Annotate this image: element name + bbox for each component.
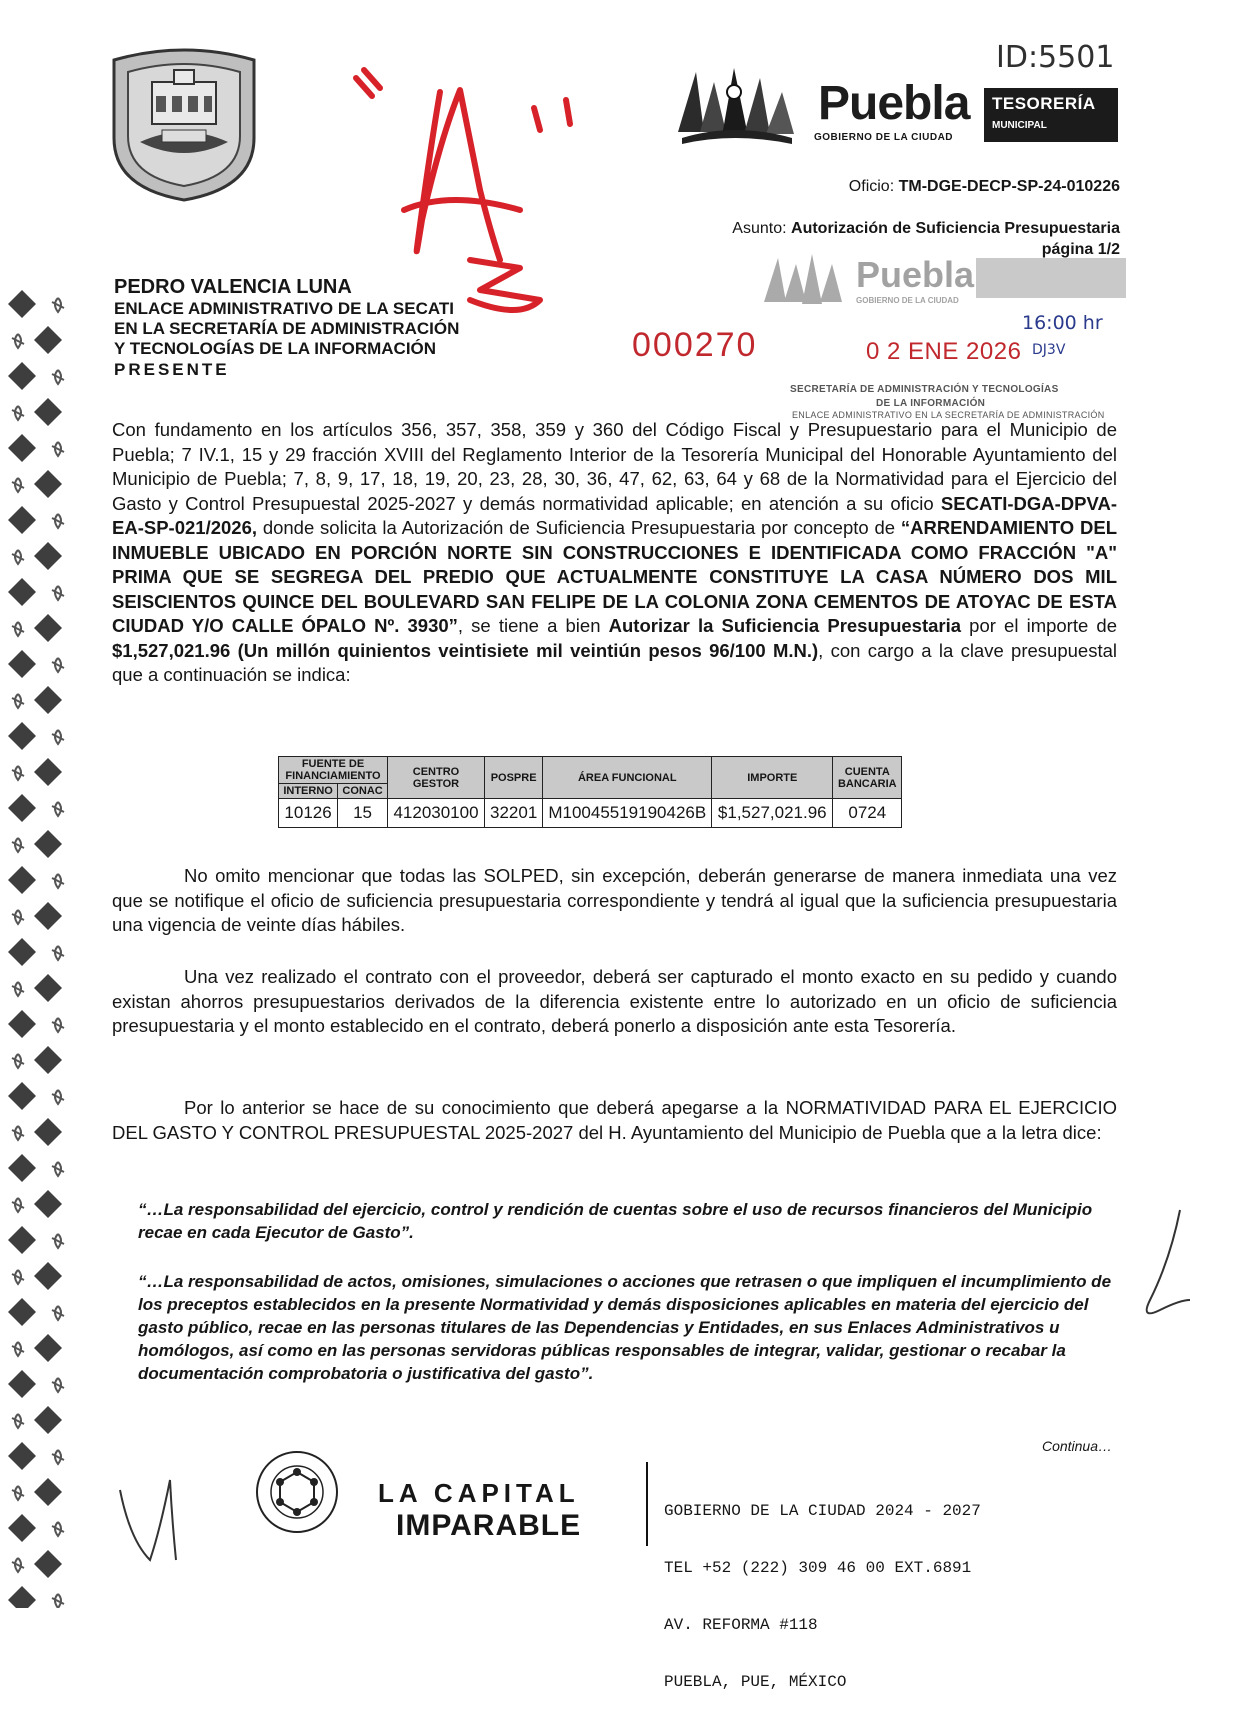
p1-text-b: donde solicita la Autorización de Suficiencia Presupuestaria por concepto de — [257, 517, 901, 538]
address-line-3: AV. REFORMA #118 — [664, 1616, 818, 1634]
border-ornament — [8, 938, 64, 966]
p1-text-e: , con cargo a la clave presupuestal que a continuación se indica: — [112, 639, 1117, 685]
brand-bottom: IMPARABLE — [396, 1509, 582, 1542]
border-ornament — [8, 578, 64, 606]
receipt-stamp-date: 0 2 ENE 2026 — [866, 338, 1022, 365]
border-ornament — [12, 1478, 62, 1506]
border-ornament — [12, 974, 62, 1002]
cell-area-funcional: M10045519190426B — [543, 799, 712, 828]
puebla-logo-icon — [688, 62, 1118, 152]
th-pospre: POSPRE — [485, 757, 543, 799]
oficio-label: Oficio: — [848, 178, 895, 195]
border-ornament — [12, 1406, 62, 1434]
border-ornament — [8, 1298, 64, 1326]
recipient-name: PEDRO VALENCIA LUNA — [114, 276, 352, 298]
recipient-title-3: Y TECNOLOGÍAS DE LA INFORMACIÓN — [114, 339, 437, 358]
table-row — [279, 799, 902, 828]
logo-subtitle: GOBIERNO DE LA CIUDAD — [814, 132, 954, 143]
salutation: PRESENTE — [114, 360, 230, 379]
paragraph-fundamento — [112, 418, 1117, 688]
border-ornament — [12, 326, 62, 354]
border-ornament — [8, 1154, 64, 1182]
la-capital-imparable-logo — [378, 1478, 581, 1543]
th-fuente: FUENTE DE FINANCIAMIENTO — [279, 757, 388, 784]
puebla-seal-icon — [104, 42, 264, 202]
tesoreria-subtitle: MUNICIPAL — [992, 120, 1047, 131]
asunto-label: Asunto: — [732, 220, 787, 237]
red-marker-scribble — [356, 70, 570, 310]
border-ornament — [8, 506, 64, 534]
th-area-funcional: ÁREA FUNCIONAL — [543, 757, 712, 799]
table-header-row — [279, 757, 902, 784]
cell-pospre: 32201 — [485, 799, 543, 828]
asunto-value: Autorización de Suficiencia Presupuestaria — [791, 220, 1120, 237]
signature-initials-left — [120, 1480, 176, 1560]
border-ornament — [12, 758, 62, 786]
th-importe: IMPORTE — [712, 757, 833, 799]
tesoreria-badge — [984, 88, 1118, 142]
p1-concepto: “ARRENDAMIENTO DEL INMUEBLE UBICADO EN PORCIÓN NORTE SIN CONSTRUCCIONES E IDENTIFICADA COMO FRACCIÓN "A" PRIMA QUE SE SEGREGA DEL PREDIO QUE ACTUALMENTE CONSTITUYE LA CASA NÚMERO DOS MIL SEISCIENTOS QUINCE DEL BOULEVARD SAN FELIPE DE LA COLONIA ZONA CEMENTOS DE ATOYAC DE ESTA CIUDAD Y/O CALLE ÓPALO Nº. 3930” — [112, 517, 1117, 636]
paragraph-solped: No omito mencionar que todas las SOLPED, sin excepción, deberán generarse de manera inmediata una vez que se notifique el oficio de suficiencia presupuestaria correspondiente y tendrá al igual que la suficiencia presupuestaria una vigencia de veinte días hábiles. — [112, 865, 1117, 935]
border-ornament — [12, 1550, 62, 1578]
p1-text-c: , se tiene a bien — [457, 615, 609, 636]
cell-centro-gestor: 412030100 — [388, 799, 485, 828]
th-interno: INTERNO — [279, 784, 338, 799]
border-ornament — [8, 290, 64, 318]
brand-top: LA CAPITAL — [378, 1478, 580, 1508]
border-ornament — [12, 1190, 62, 1218]
stamp-logo-subtitle: GOBIERNO DE LA CIUDAD — [856, 296, 959, 305]
border-ornament — [12, 902, 62, 930]
signature-right — [1147, 1210, 1190, 1313]
p1-oficio-ref: SECATI-DGA-DPVA-EA-SP-021/2026, — [112, 492, 1117, 538]
stamp-line-3: ENLACE ADMINISTRATIVO EN LA SECRETARÍA DE ADMINISTRACIÓN — [792, 410, 1105, 420]
address-line-1: GOBIERNO DE LA CIUDAD 2024 - 2027 — [664, 1502, 981, 1520]
receipt-stamp-number: 000270 — [632, 326, 758, 364]
cell-conac: 15 — [338, 799, 388, 828]
border-ornament — [12, 470, 62, 498]
p1-importe: $1,527,021.96 (Un millón quinientos veintisiete mil veintiún pesos 96/100 M.N.) — [112, 639, 819, 661]
border-ornament — [12, 1262, 62, 1290]
border-ornament — [8, 1010, 64, 1038]
logo-word: Puebla — [818, 77, 970, 130]
cell-cuenta: 0724 — [833, 799, 902, 828]
recipient-title-1: ENLACE ADMINISTRATIVO DE LA SECATI — [114, 299, 454, 318]
tesoreria-title: TESORERÍA — [992, 94, 1096, 113]
address-line-4: PUEBLA, PUE, MÉXICO — [664, 1673, 847, 1691]
footer-divider — [646, 1462, 648, 1546]
border-ornament — [8, 1370, 64, 1398]
igualdad-laboral-seal-icon — [254, 1448, 340, 1536]
border-ornament — [8, 866, 64, 894]
footer-address — [664, 1464, 981, 1711]
border-ornament — [8, 1082, 64, 1110]
border-ornament — [12, 1046, 62, 1074]
paragraph-contrato: Una vez realizado el contrato con el proveedor, deberá ser capturado el monto exacto en su pedido y cuando existan ahorros presupuestarios derivados de la diferencia existente entre lo autorizado en un oficio de suficiencia presupuestaria y el monto establecido en el contrato, deberá ponerlo a disposición ante esta Tesorería. — [112, 966, 1117, 1036]
oficio-number: TM-DGE-DECP-SP-24-010226 — [898, 178, 1120, 195]
quote-responsabilidad-actos: “…La responsabilidad de actos, omisiones, simulaciones o acciones que retrasen o que impliquen el incumplimiento de los preceptos establecidos en la presente Normatividad y demás disposiciones aplicables en materia del ejercicio del gasto público, recae en las personas titulares de las Dependencias y Entidades, en sus Enlaces Administrativos u homólogos, así como en las personas servidoras públicas responsables de integrar, validar, gestionar o recabar la documentación comprobatoria o justificativa del gasto”. — [138, 1272, 1112, 1383]
border-ornament — [12, 830, 62, 858]
th-centro-gestor: CENTRO GESTOR — [388, 757, 485, 799]
handwritten-id: ID:5501 — [996, 40, 1115, 75]
border-ornament — [8, 1514, 64, 1542]
border-ornament — [12, 542, 62, 570]
border-ornament — [8, 650, 64, 678]
recipient-title-2: EN LA SECRETARÍA DE ADMINISTRACIÓN — [114, 319, 460, 338]
continues-note: Continua… — [1041, 1438, 1112, 1454]
recipient-block — [114, 276, 459, 381]
oficio-line — [849, 178, 1120, 196]
address-line-2: TEL +52 (222) 309 46 00 EXT.6891 — [664, 1559, 972, 1577]
border-ornament — [8, 722, 64, 750]
receipt-time: 16:00 hr — [1022, 312, 1103, 334]
decorative-border — [0, 280, 82, 1608]
border-ornament — [8, 434, 64, 462]
border-ornament — [8, 794, 64, 822]
page-number: página 1/2 — [1041, 241, 1120, 258]
border-ornament — [12, 1334, 62, 1362]
receipt-initials: DJ3V — [1032, 342, 1066, 358]
quote-responsabilidad-ejercicio: “…La responsabilidad del ejercicio, control y rendición de cuentas sobre el uso de recursos financieros del Municipio recae en cada Ejecutor de Gasto”. — [138, 1200, 1093, 1242]
border-ornament — [8, 362, 64, 390]
cell-interno: 10126 — [279, 799, 338, 828]
paragraph-normatividad: Por lo anterior se hace de su conocimiento que deberá apegarse a la NORMATIVIDAD PARA EL EJERCICIO DEL GASTO Y CONTROL PRESUPUESTAL 2025-2027 del H. Ayuntamiento del Municipio de Puebla que a la letra dice: — [112, 1097, 1117, 1143]
p1-text-d: por el importe de — [961, 615, 1117, 636]
p1-text-a: Con fundamento en los artículos 356, 357, 358, 359 y 360 del Código Fiscal y Presupuestario para el Municipio de Puebla; 7 IV.1, 15 y 29 fracción XVIII del Reglamento Interior de la Tesorería Municipal del Honorable Ayuntamiento del Municipio de Puebla; 7, 8, 9, 17, 18, 19, 20, 23, 28, 30, 36, 47, 62, 63, 64 y 68 de la Normatividad para el Ejercicio del Gasto y Control Presupuestal 2025-2027 y demás normatividad aplicable; en atención a su oficio — [112, 419, 1117, 514]
cell-importe: $1,527,021.96 — [712, 799, 833, 828]
th-conac: CONAC — [338, 784, 388, 799]
stamp-line-1: SECRETARÍA DE ADMINISTRACIÓN Y TECNOLOGÍAS — [790, 384, 1059, 395]
border-ornament — [12, 614, 62, 642]
stamp-logo-word: Puebla — [856, 254, 975, 295]
receipt-stamp-logo — [760, 250, 1130, 310]
border-ornament — [8, 1586, 64, 1608]
border-ornament — [8, 1442, 64, 1470]
border-ornament — [12, 398, 62, 426]
border-ornament — [12, 1118, 62, 1146]
th-cuenta-bancaria: CUENTA BANCARIA — [833, 757, 902, 799]
border-ornament — [8, 1226, 64, 1254]
border-ornament — [12, 686, 62, 714]
budget-table — [278, 756, 902, 828]
stamp-line-2: DE LA INFORMACIÓN — [876, 398, 986, 409]
p1-autorizar: Autorizar la Suficiencia Presupuestaria — [608, 615, 962, 636]
